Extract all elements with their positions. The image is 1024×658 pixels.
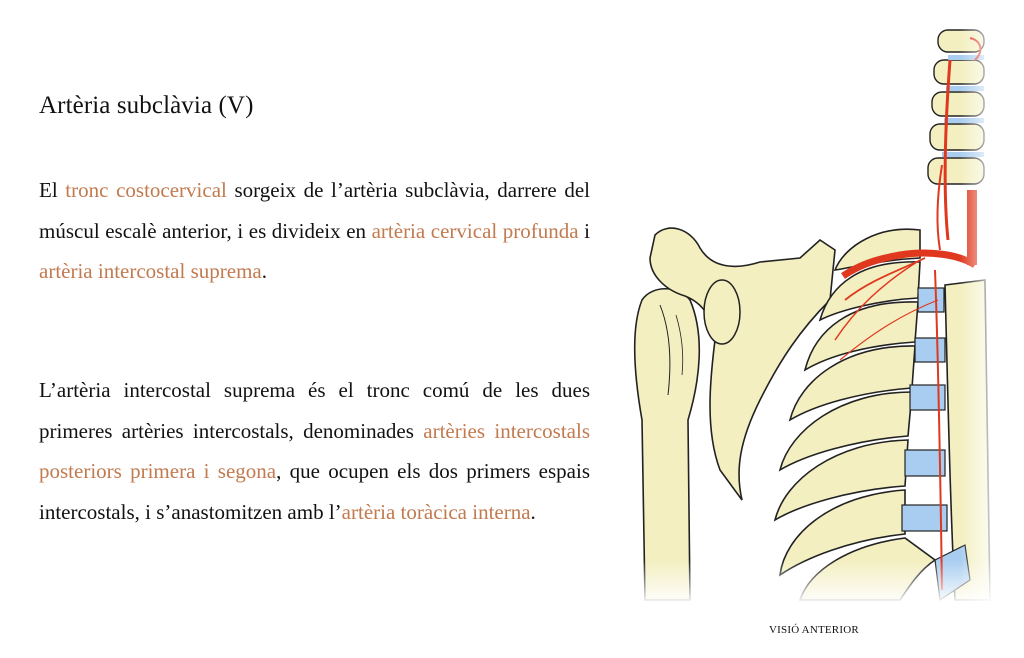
page-title: Artèria subclàvia (V)	[39, 92, 254, 119]
humerus-bone	[635, 289, 700, 600]
paragraph-costocervical-trunk	[39, 170, 590, 292]
text-segment: i	[578, 218, 590, 243]
highlighted-term: tronc costocervical	[65, 178, 227, 202]
figure-caption: VISIÓ ANTERIOR	[769, 624, 859, 636]
text-segment: sorgeix de l’artèria subclàvia, darrere del múscul escalè anterior, i es divideix en	[39, 178, 591, 243]
text-segment: El	[39, 178, 66, 202]
internal-thoracic-artery	[935, 270, 942, 590]
text-segment: L’artèria intercostal suprema és el tronc comú de les dues primeres artèries intercostals, denominades	[39, 378, 590, 443]
text-segment: , que ocupen els dos primers espais intercostals, i s’anastomitzen amb l’	[39, 459, 590, 524]
glenoid	[704, 280, 740, 344]
text-segment: .	[261, 259, 267, 283]
thorax-anatomy-illustration	[630, 20, 1000, 605]
highlighted-term: artèries intercostals posteriors primera i segona	[39, 418, 591, 483]
highlighted-term: artèria cervical profunda	[371, 218, 579, 243]
highlighted-term: artèria intercostal suprema	[39, 259, 262, 283]
paragraph-supreme-intercostal	[39, 370, 590, 532]
text-segment: .	[530, 499, 536, 524]
highlighted-term: artèria toràcica interna	[341, 499, 531, 524]
